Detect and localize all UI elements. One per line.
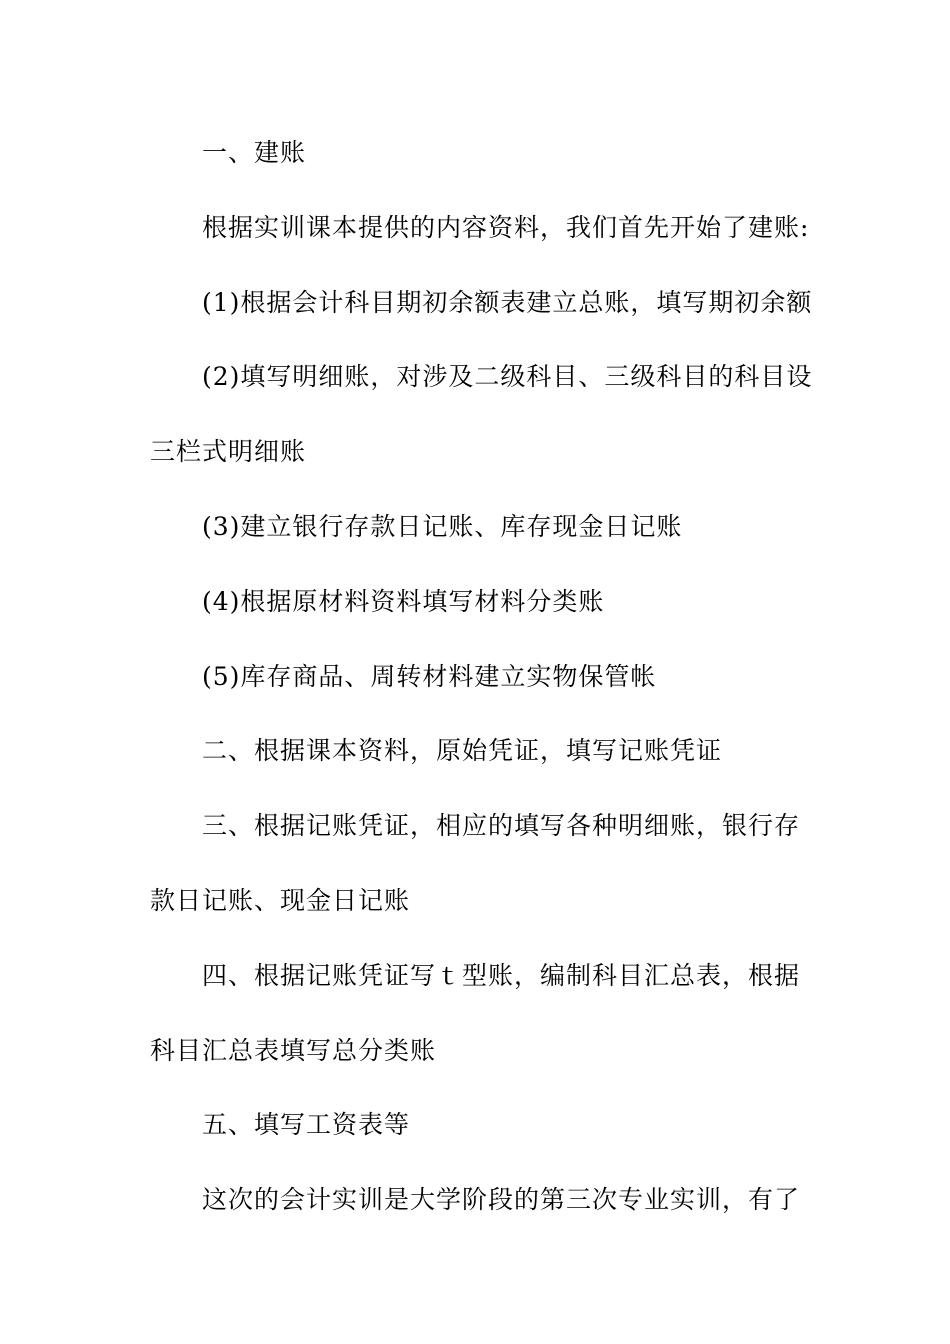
list-item-2: (2)填写明细账，对涉及二级科目、三级科目的科目设 bbox=[202, 362, 813, 392]
heading-4-t-accounts: 四、根据记账凭证写ｔ型账，编制科目汇总表，根据 bbox=[202, 960, 801, 990]
document-body bbox=[150, 130, 813, 1252]
heading-5-payroll: 五、填写工资表等 bbox=[202, 1110, 411, 1140]
list-item-5: (5)库存商品、周转材料建立实物保管帐 bbox=[202, 661, 657, 691]
heading-2-vouchers: 二、根据课本资料，原始凭证，填写记账凭证 bbox=[202, 736, 723, 766]
heading-1-build-accounts: 一、建账 bbox=[202, 138, 307, 167]
list-item-1: (1)根据会计科目期初余额表建立总账，填写期初余额 bbox=[202, 287, 813, 317]
heading-4-continuation: 科目汇总表填写总分类账 bbox=[150, 1035, 437, 1065]
list-item-4: (4)根据原材料资料填写材料分类账 bbox=[202, 586, 605, 616]
paragraph-line: 这次的会计实训是大学阶段的第三次专业实训，有了 bbox=[202, 1185, 801, 1215]
list-item-3: (3)建立银行存款日记账、库存现金日记账 bbox=[202, 511, 683, 541]
list-item-2-continuation: 三栏式明细账 bbox=[150, 437, 307, 467]
heading-3-ledgers: 三、根据记账凭证，相应的填写各种明细账，银行存 bbox=[202, 811, 801, 841]
paragraph-line: 根据实训课本提供的内容资料，我们首先开始了建账: bbox=[202, 212, 810, 242]
heading-3-continuation: 款日记账、现金日记账 bbox=[150, 885, 411, 915]
